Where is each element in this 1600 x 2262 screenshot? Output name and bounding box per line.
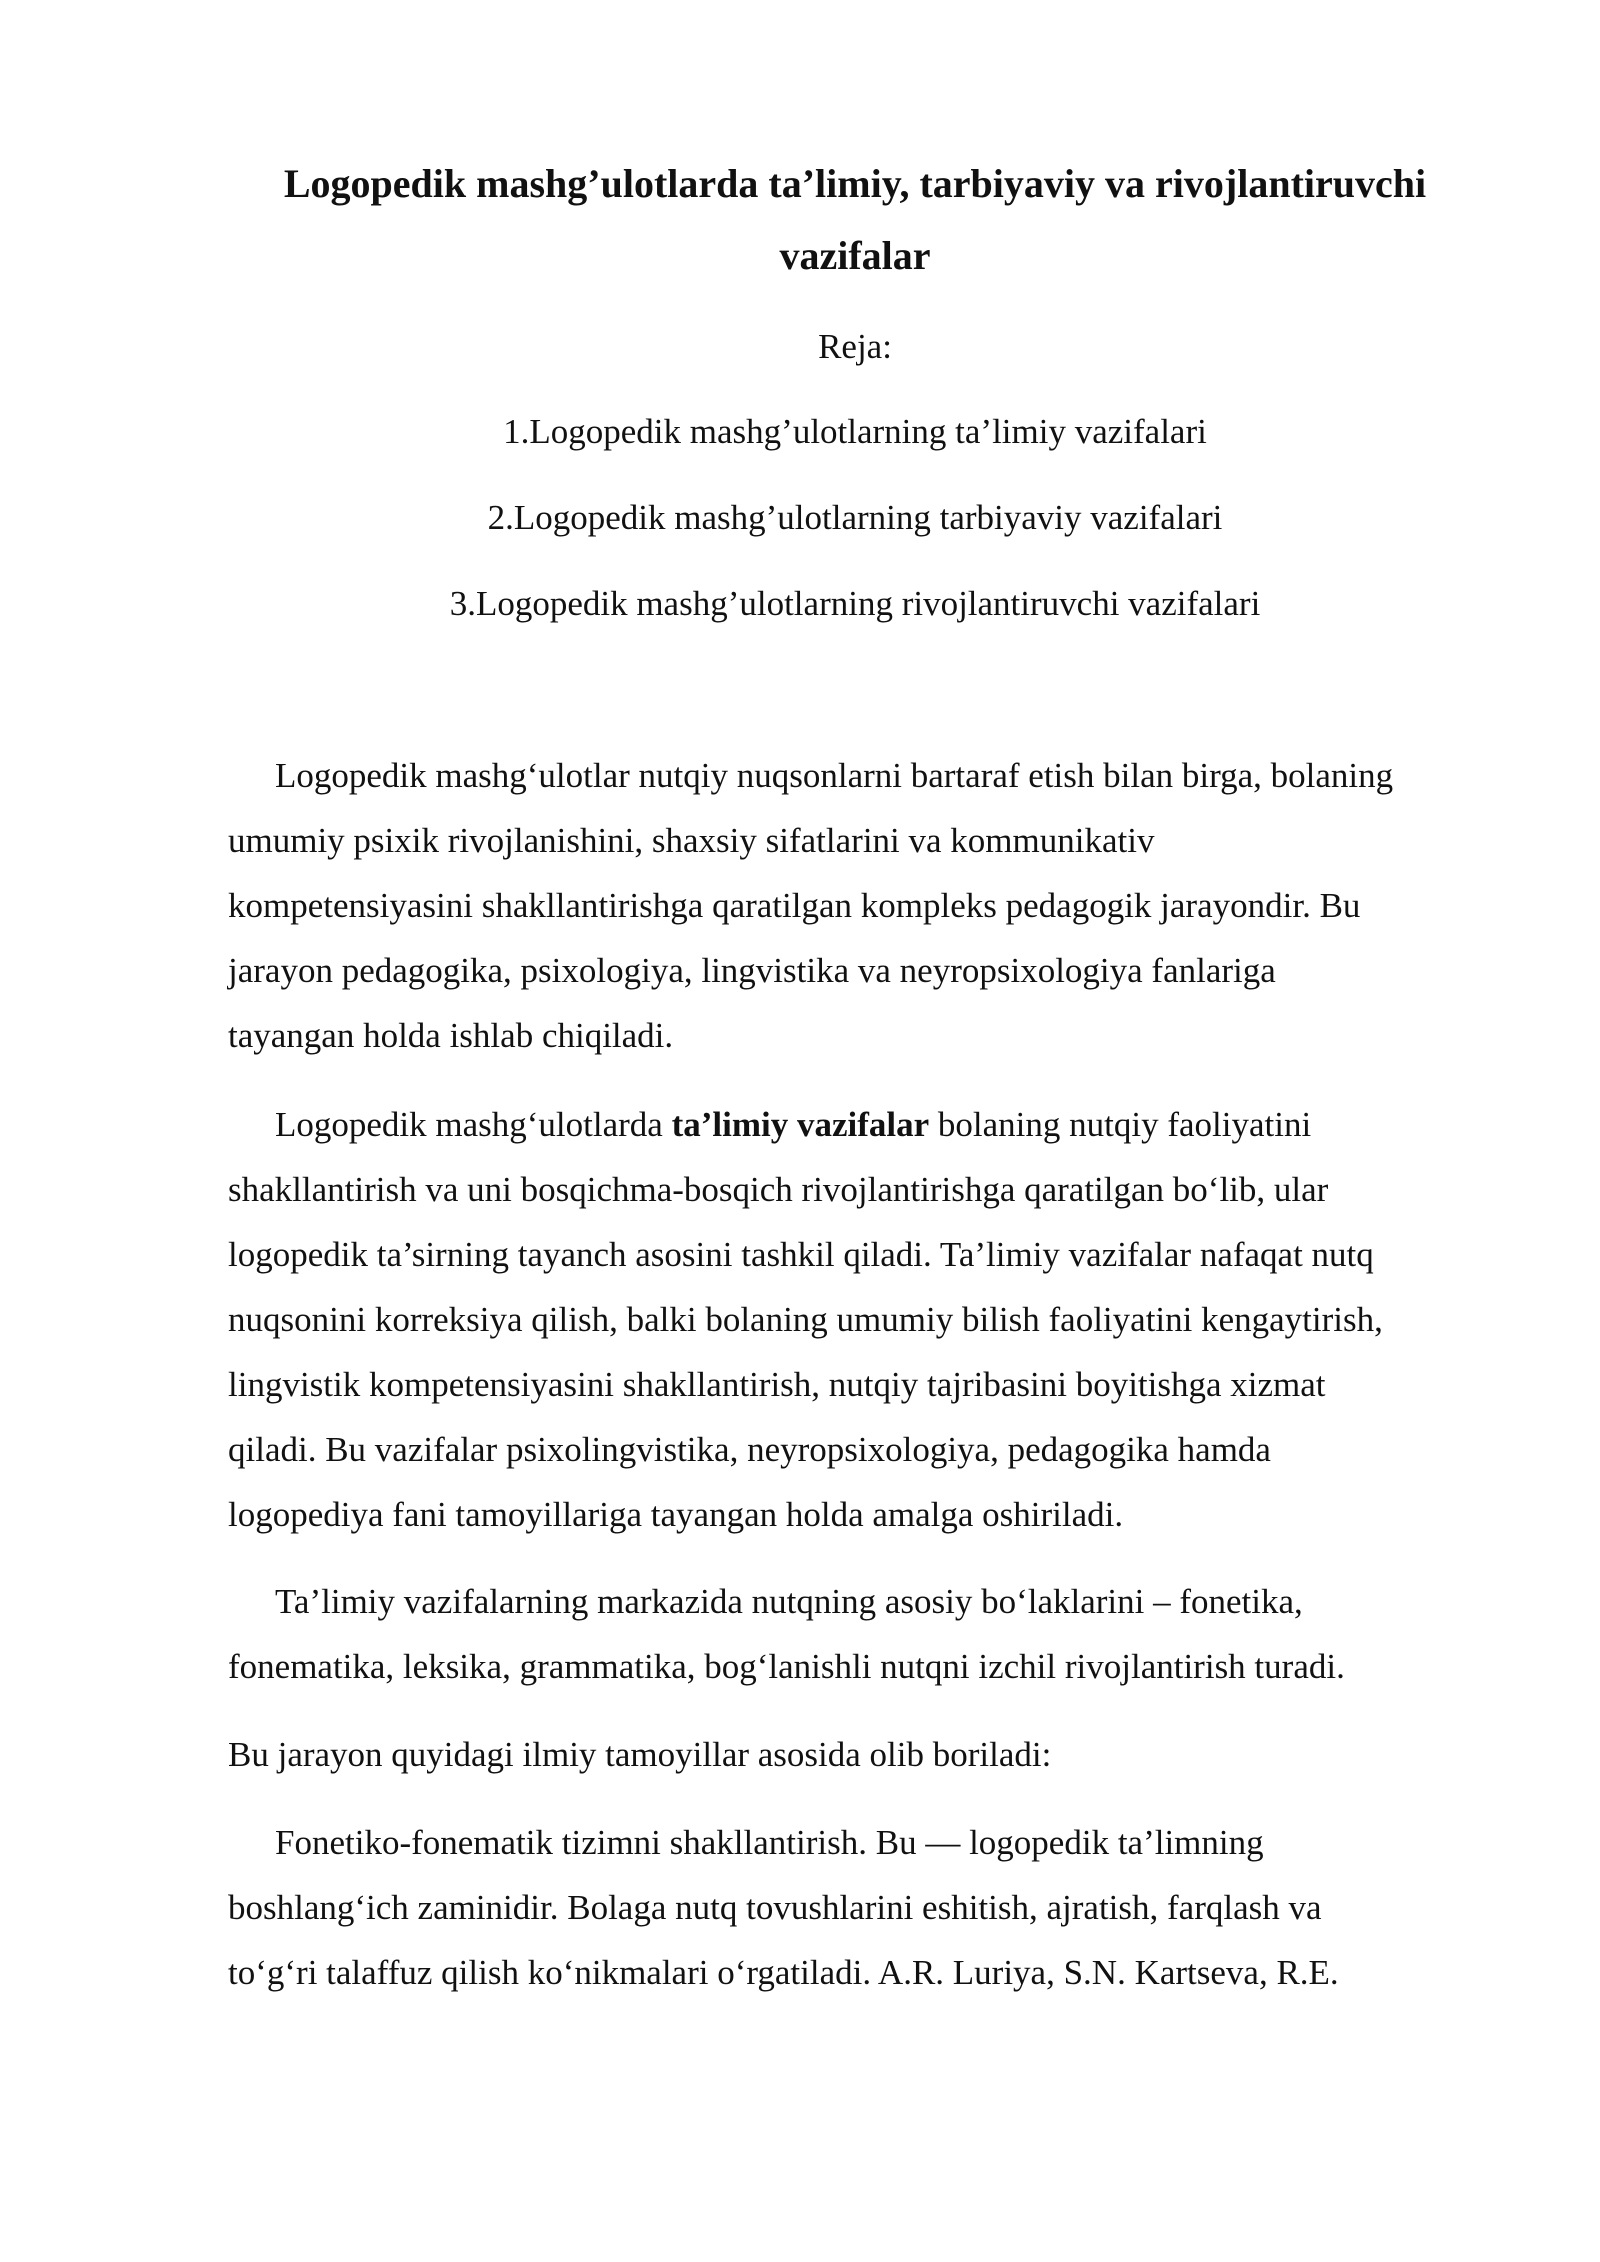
plan-heading: Reja: <box>818 327 892 366</box>
paragraph-educational-tasks <box>228 1092 1490 1547</box>
bold-term: ta’limiy vazifalar <box>671 1105 930 1144</box>
paragraph-line: qiladi. Bu vazifalar psixolingvistika, neyropsixologiya, pedagogika hamda <box>228 1430 1271 1469</box>
paragraph-line: nuqsonini korreksiya qilish, balki bolaning umumiy bilish faoliyatini kengaytirish, <box>228 1300 1383 1339</box>
paragraph-line: umumiy psixik rivojlanishini, shaxsiy sifatlarini va kommunikativ <box>228 821 1155 860</box>
paragraph-line: lingvistik kompetensiyasini shakllantirish, nutqiy tajribasini boyitishga xizmat <box>228 1365 1326 1404</box>
paragraph-line: Ta’limiy vazifalarning markazida nutqning asosiy bo‘laklarini – fonetika, <box>275 1582 1303 1621</box>
paragraph-line: to‘g‘ri talaffuz qilish ko‘nikmalari o‘rgatiladi. A.R. Luriya, S.N. Kartseva, R.E. <box>228 1953 1339 1992</box>
paragraph-line <box>228 1092 1490 1157</box>
paragraph-line: jarayon pedagogika, psixologiya, lingvistika va neyropsixologiya fanlariga <box>228 951 1276 990</box>
paragraph-line: logopediya fani tamoyillariga tayangan holda amalga oshiriladi. <box>228 1495 1124 1534</box>
paragraph-line: Fonetiko-fonematik tizimni shakllantirish. Bu — logopedik ta’limning <box>275 1823 1264 1862</box>
document-title: Logopedik mashg’ulotlarda ta’limiy, tarbiyaviy va rivojlantiruvchi vazifalar <box>283 161 1427 278</box>
paragraph-line: Logopedik mashg‘ulotlar nutqiy nuqsonlarni bartaraf etish bilan birga, bolaning <box>275 756 1394 795</box>
paragraph-line: tayangan holda ishlab chiqiladi. <box>228 1016 674 1055</box>
plan-item-1: 1.Logopedik mashg’ulotlarning ta’limiy vazifalari <box>503 412 1207 451</box>
paragraph-line: boshlang‘ich zaminidir. Bolaga nutq tovushlarini eshitish, ajratish, farqlash va <box>228 1888 1322 1927</box>
paragraph-text: Logopedik mashg‘ulotlarda <box>275 1105 672 1144</box>
plan-item-2: 2.Logopedik mashg’ulotlarning tarbiyaviy vazifalari <box>487 498 1223 537</box>
paragraph-text: bolaning nutqiy faoliyatini <box>929 1105 1312 1144</box>
paragraph-line: shakllantirish va uni bosqichma-bosqich rivojlantirishga qaratilgan bo‘lib, ular <box>228 1170 1329 1209</box>
paragraph-line: kompetensiyasini shakllantirishga qaratilgan kompleks pedagogik jarayondir. Bu <box>228 886 1361 925</box>
paragraph-principles-intro <box>228 1722 1490 1787</box>
paragraph-intro <box>228 743 1490 1068</box>
paragraph-center-tasks <box>228 1569 1490 1699</box>
plan-item-3: 3.Logopedik mashg’ulotlarning rivojlantiruvchi vazifalari <box>449 584 1261 623</box>
paragraph-line: Bu jarayon quyidagi ilmiy tamoyillar asosida olib boriladi: <box>228 1735 1052 1774</box>
paragraph-line: fonematika, leksika, grammatika, bog‘lanishli nutqni izchil rivojlantirish turadi. <box>228 1647 1345 1686</box>
paragraph-line: logopedik ta’sirning tayanch asosini tashkil qiladi. Ta’limiy vazifalar nafaqat nutq <box>228 1235 1374 1274</box>
paragraph-phonetic <box>228 1810 1490 2005</box>
